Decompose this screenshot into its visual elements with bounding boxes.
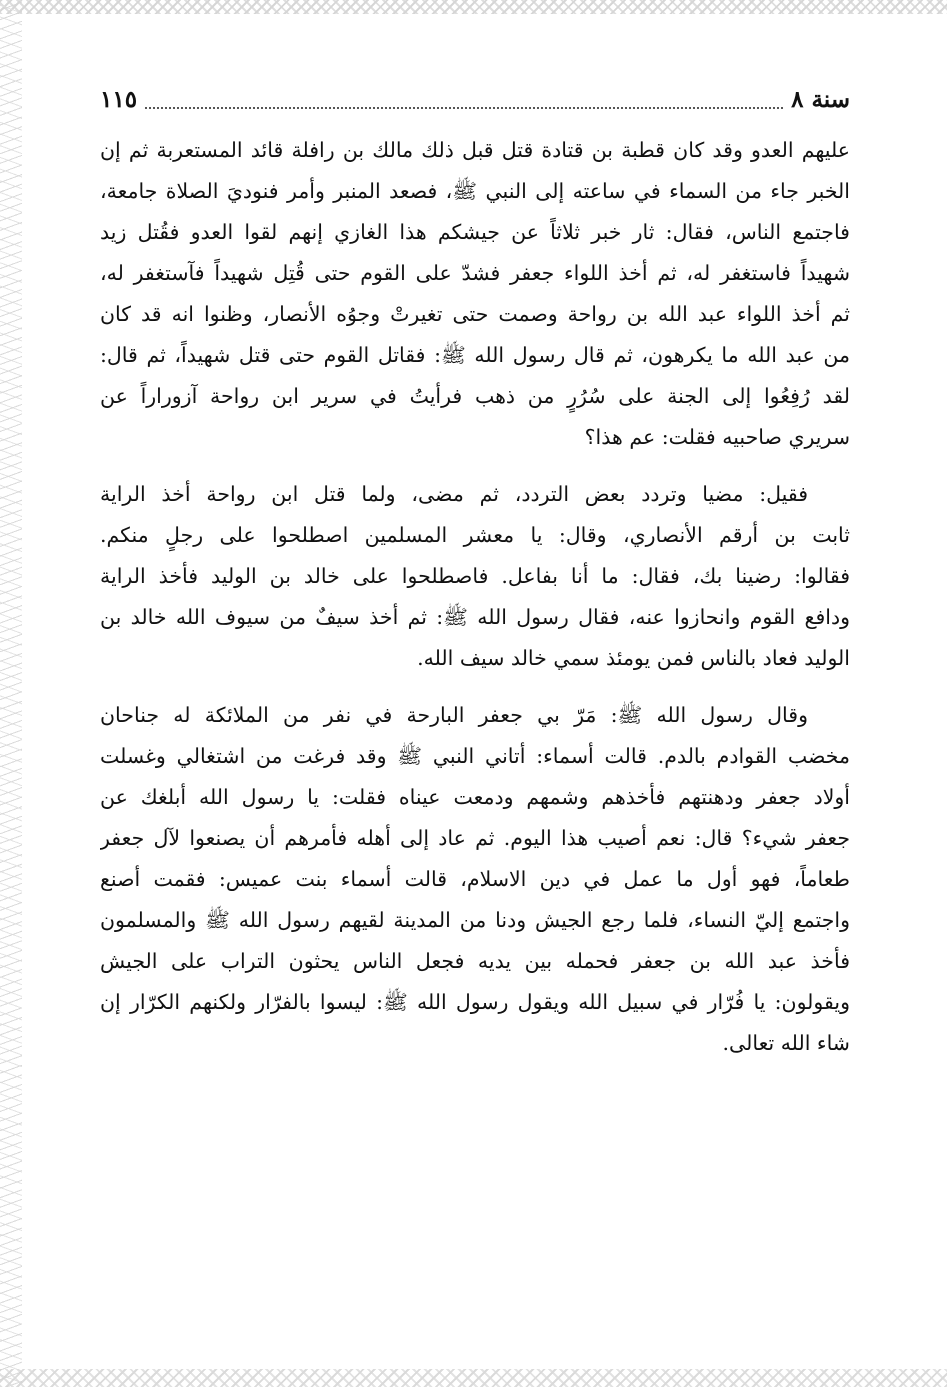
text-line: شهيداً فاستغفر له، ثم أخذ اللواء جعفر فشدّ على القوم حتى قُتِل شهيداً فآستغفر له، (100, 261, 850, 285)
text-line: الوليد فعاد بالناس فمن يومئذ سمي خالد سيف الله. (417, 646, 850, 670)
paragraph-1 (100, 130, 850, 458)
page-number: ١١٥ (100, 85, 138, 113)
paragraph-3 (100, 695, 850, 1064)
page-border-left (0, 0, 22, 1387)
text-line: ويقولون: يا فُرّار في سبيل الله ويقول رسول الله ﷺ: ليسوا بالفرّار ولكنهم الكرّار إن (100, 990, 850, 1014)
page-border-bottom (0, 1369, 947, 1387)
text-line: ثابت بن أرقم الأنصاري، وقال: يا معشر المسلمين اصطلحوا على رجلٍ منكم. (100, 523, 850, 547)
text-line: جعفر شيء؟ قال: نعم أصيب هذا اليوم. ثم عاد إلى أهله فأمرهم أن يصنعوا لآل جعفر (100, 826, 850, 850)
page-body (100, 130, 850, 1080)
text-line: طعاماً، فهو أول ما عمل في دين الاسلام، قالت أسماء بنت عميس: فقمت أصنع (100, 867, 850, 891)
text-line: مخضب القوادم بالدم. قالت أسماء: أتاني النبي ﷺ وقد فرغت من اشتغالي وغسلت (100, 744, 850, 768)
header-dotted-leader (145, 106, 783, 109)
text-line: سريري صاحبيه فقلت: عم هذا؟ (584, 425, 850, 449)
running-header (100, 82, 850, 116)
page-border-top (0, 0, 947, 14)
running-header-title: سنة ٨ (791, 85, 850, 113)
text-line: أولاد جعفر ودهنتهم فأخذهم وشمهم ودمعت عيناه فقلت: يا رسول الله أبلغك عن (100, 785, 850, 809)
text-line: شاء الله تعالى. (722, 1031, 850, 1055)
text-line: فاجتمع الناس، فقال: ثار خبر ثلاثاً عن جيشكم هذا الغازي إنهم لقوا العدو فقُتل زيد (100, 220, 850, 244)
text-line: من عبد الله ما يكرهون، ثم قال رسول الله ﷺ: فقاتل القوم حتى قتل شهيداً، ثم قال: (100, 343, 850, 367)
text-line: ثم أخذ اللواء عبد الله بن رواحة وصمت حتى تغيرتْ وجوُه الأنصار، وظنوا انه قد كان (100, 302, 850, 326)
text-line: فقالوا: رضينا بك، فقال: ما أنا بفاعل. فاصطلحوا على خالد بن الوليد فأخذ الراية (100, 564, 850, 588)
text-line: لقد رُفِعُوا إلى الجنة على سُرُرٍ من ذهب فرأيتُ في سرير ابن رواحة آزوراراً عن (100, 384, 850, 408)
text-line: وقال رسول الله ﷺ: مَرّ بي جعفر البارحة في نفر من الملائكة له جناحان (100, 703, 808, 727)
text-line: عليهم العدو وقد كان قطبة بن قتادة قتل قبل ذلك مالك بن رافلة قائد المستعربة ثم إن (100, 138, 850, 162)
text-line: ودافع القوم وانحازوا عنه، فقال رسول الله ﷺ: ثم أخذ سيفٌ من سيوف الله خالد بن (100, 605, 850, 629)
text-line: فأخذ عبد الله بن جعفر فحمله بين يديه فجعل الناس يحثون التراب على الجيش (100, 949, 850, 973)
text-line: فقيل: مضيا وتردد بعض التردد، ثم مضى، ولما قتل ابن رواحة أخذ الراية (100, 482, 808, 506)
paragraph-2 (100, 474, 850, 679)
text-line: الخبر جاء من السماء في ساعته إلى النبي ﷺ، فصعد المنبر وأمر فنوديَ الصلاة جامعة، (100, 179, 850, 203)
text-line: واجتمع إليّ النساء، فلما رجع الجيش ودنا من المدينة لقيهم رسول الله ﷺ والمسلمون (100, 908, 850, 932)
